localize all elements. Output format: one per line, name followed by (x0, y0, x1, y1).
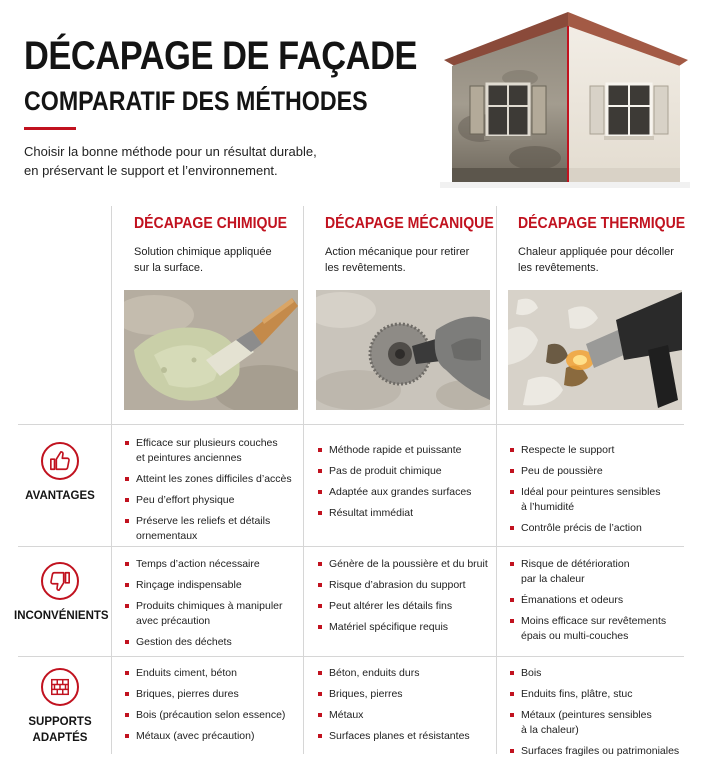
list-item: Respecte le support (509, 443, 689, 458)
row-divider-supports (18, 656, 684, 657)
method-title: DÉCAPAGE THERMIQUE (518, 215, 686, 232)
supports-thermique-list (509, 666, 689, 765)
row-label-avantages (14, 442, 106, 504)
list-item: Béton, enduits durs (317, 666, 497, 681)
row-label-inconvenients (14, 562, 109, 624)
list-item: Matériel spécifique requis (317, 620, 497, 635)
list-item: Gestion des déchets (124, 635, 304, 650)
title-underline (24, 127, 76, 130)
method-description: Chaleur appliquée pour décoller les revêtements. (518, 246, 674, 274)
list-item: Peu d’effort physique (124, 493, 304, 508)
list-item: Peu de poussière (509, 464, 689, 479)
method-thermique (518, 214, 694, 276)
list-item: Moins efficace sur revêtements épais ou multi-couches (509, 614, 689, 644)
intro-text (24, 142, 354, 180)
list-item: Métaux (peintures sensibles à la chaleur) (509, 708, 689, 738)
list-item: Risque d’abrasion du support (317, 578, 497, 593)
list-item: Enduits ciment, béton (124, 666, 304, 681)
row-divider-inconvenients (18, 546, 684, 547)
list-item: Génère de la poussière et du bruit (317, 557, 497, 572)
row-title: AVANTAGES (25, 490, 95, 502)
page-subtitle: COMPARATIF DES MÉTHODES (24, 86, 368, 116)
list-item: Émanations et odeurs (509, 593, 689, 608)
inconvenients-chimique-list (124, 557, 304, 656)
supports-mecanique-list (317, 666, 497, 750)
list-item: Efficace sur plusieurs couches et peintures anciennes (124, 436, 304, 466)
list-item: Résultat immédiat (317, 506, 497, 521)
list-item: Méthode rapide et puissante (317, 443, 497, 458)
list-item: Produits chimiques à manipuler avec précaution (124, 599, 304, 629)
house-illustration (440, 8, 690, 190)
brick-wall-icon (41, 668, 79, 706)
list-item: Enduits fins, plâtre, stuc (509, 687, 689, 702)
method-chimique (134, 214, 310, 276)
method-title: DÉCAPAGE MÉCANIQUE (325, 215, 494, 232)
list-item: Risque de détérioration par la chaleur (509, 557, 689, 587)
list-item: Temps d’action nécessaire (124, 557, 304, 572)
avantages-thermique-list (509, 443, 689, 542)
row-title: INCONVÉNIENTS (14, 610, 109, 622)
column-separator-1 (111, 206, 112, 754)
thermal-heat-gun-photo (508, 290, 682, 410)
method-mecanique (325, 214, 501, 276)
list-item: Contrôle précis de l’action (509, 521, 689, 536)
mechanical-drill-photo (316, 290, 490, 410)
list-item: Atteint les zones difficiles d’accès (124, 472, 304, 487)
inconvenients-mecanique-list (317, 557, 497, 641)
list-item: Bois (509, 666, 689, 681)
list-item: Briques, pierres (317, 687, 497, 702)
list-item: Métaux (avec précaution) (124, 729, 304, 744)
row-divider-avantages (18, 424, 684, 425)
row-title-line-2: ADAPTÉS (32, 732, 88, 744)
inconvenients-thermique-list (509, 557, 689, 650)
list-item: Idéal pour peintures sensibles à l’humidité (509, 485, 689, 515)
avantages-mecanique-list (317, 443, 497, 527)
list-item: Adaptée aux grandes surfaces (317, 485, 497, 500)
list-item: Briques, pierres dures (124, 687, 304, 702)
thumbs-down-icon (41, 562, 79, 600)
list-item: Surfaces fragiles ou patrimoniales (509, 744, 689, 759)
list-item: Métaux (317, 708, 497, 723)
list-item: Peut altérer les détails fins (317, 599, 497, 614)
thumbs-up-icon (41, 442, 79, 480)
list-item: Rinçage indispensable (124, 578, 304, 593)
list-item: Préserve les reliefs et détails ornementaux (124, 514, 304, 544)
supports-chimique-list (124, 666, 304, 750)
method-title: DÉCAPAGE CHIMIQUE (134, 215, 288, 232)
intro-line-2: en préservant le support et l’environnement. (24, 163, 278, 178)
row-label-supports (14, 668, 106, 746)
row-title-line-1: SUPPORTS (28, 716, 92, 728)
list-item: Surfaces planes et résistantes (317, 729, 497, 744)
method-description: Action mécanique pour retirer les revêtements. (325, 246, 470, 274)
avantages-chimique-list (124, 436, 304, 550)
list-item: Pas de produit chimique (317, 464, 497, 479)
list-item: Bois (précaution selon essence) (124, 708, 304, 723)
method-description: Solution chimique appliquée sur la surface. (134, 246, 272, 274)
intro-line-1: Choisir la bonne méthode pour un résultat durable, (24, 144, 317, 159)
chemical-brush-photo (124, 290, 298, 410)
page-title: DÉCAPAGE DE FAÇADE (24, 34, 418, 78)
